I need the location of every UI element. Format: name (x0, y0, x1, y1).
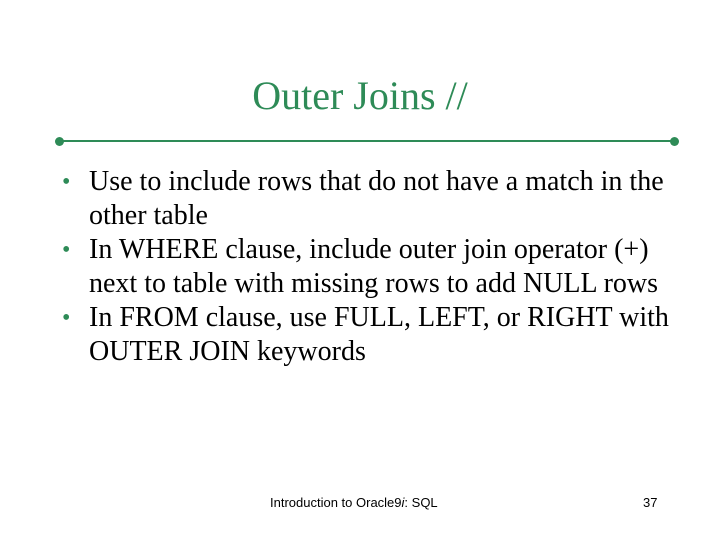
footer-course-title (270, 495, 438, 511)
bullet-item (62, 165, 692, 233)
page-number: 37 (643, 495, 658, 510)
bullet-list (62, 165, 692, 369)
title-divider-rule (62, 140, 675, 142)
title-rule-right-dot (670, 137, 679, 146)
bullet-text: Use to include rows that do not have a match in the other table (89, 166, 664, 231)
footer-text-suffix: : SQL (404, 495, 438, 510)
bullet-marker: • (62, 237, 71, 263)
slide-title: Outer Joins // (252, 73, 468, 118)
bullet-marker: • (62, 305, 71, 331)
bullet-text: In FROM clause, use FULL, LEFT, or RIGHT with OUTER JOIN keywords (89, 302, 669, 367)
bullet-text: In WHERE clause, include outer join operator (+) next to table with missing rows to add NULL rows (89, 234, 659, 299)
bullet-item (62, 233, 692, 301)
footer-text-italic: i (401, 495, 405, 510)
footer-text-main: Introduction to Oracle9 (270, 495, 402, 510)
bullet-item (62, 301, 692, 369)
bullet-marker: • (62, 169, 71, 195)
